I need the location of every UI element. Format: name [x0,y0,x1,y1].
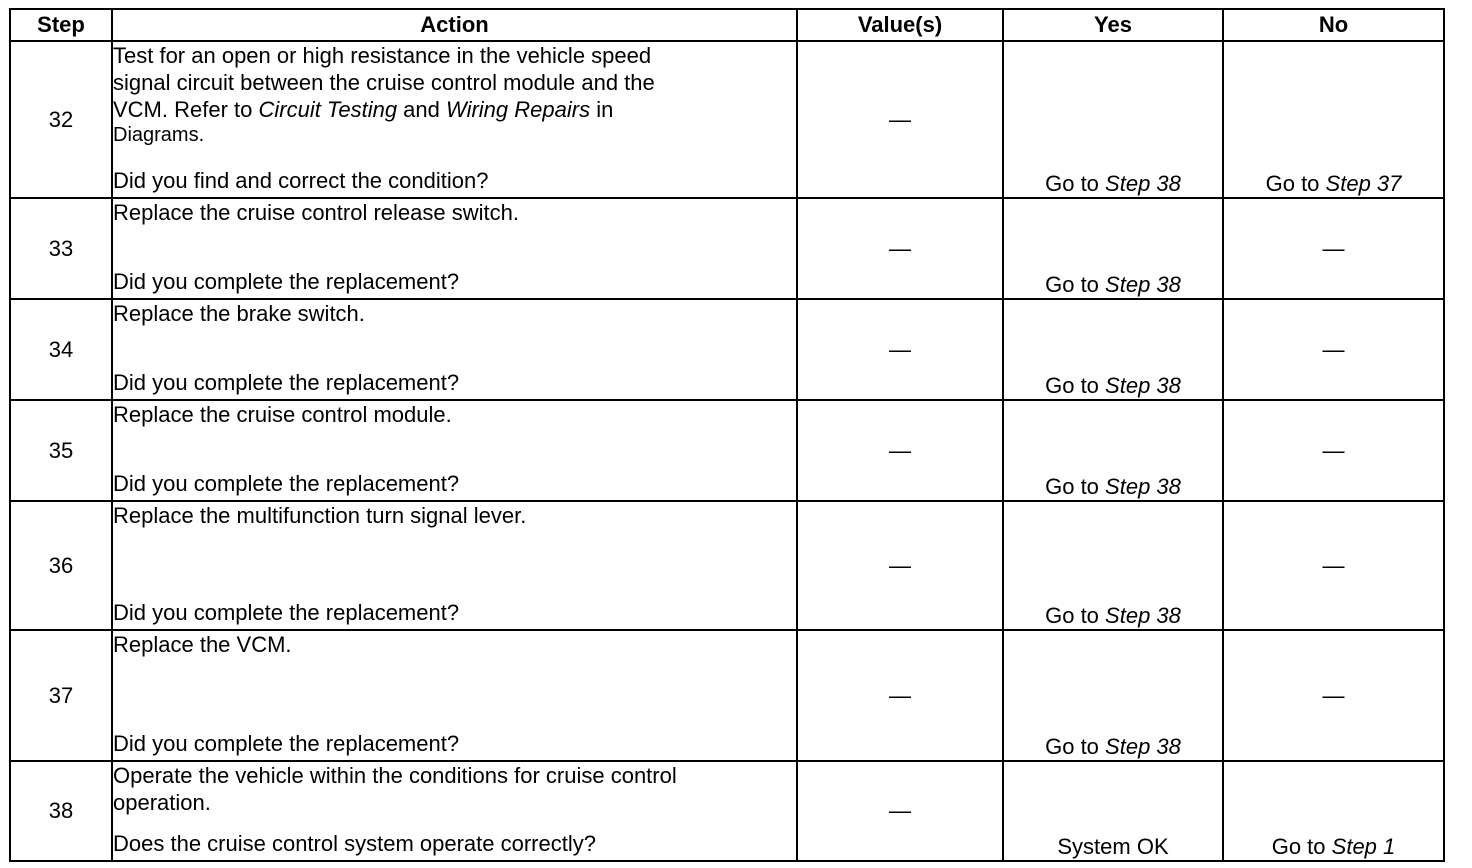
action-text: Replace the cruise control module. [113,402,452,427]
action-cell [112,400,797,501]
action-question: Did you complete the replacement? [113,370,460,395]
action-text: Test for an open or high resistance in the vehicle speed signal circuit between the cruise control module and the VCM. Refer to Circuit Testing and Wiring Repairs in Diagrams. [113,43,655,146]
value-cell: — [797,501,1003,630]
no-cell: — [1223,501,1444,630]
header-step: Step [10,9,112,41]
action-cell [112,41,797,198]
action-cell [112,501,797,630]
yes-cell: System OK [1003,761,1223,861]
step-number: 35 [10,400,112,501]
yes-cell: Go to Step 38 [1003,41,1223,198]
action-text: Replace the brake switch. [113,301,365,326]
action-cell [112,198,797,299]
action-text: Replace the cruise control release switch. [113,200,519,225]
header-row [10,9,1444,41]
value-cell: — [797,41,1003,198]
yes-cell: Go to Step 38 [1003,400,1223,501]
step-number: 34 [10,299,112,400]
no-cell: — [1223,400,1444,501]
table-row [10,761,1444,861]
header-action: Action [112,9,797,41]
no-cell: — [1223,198,1444,299]
table-row [10,299,1444,400]
action-cell [112,761,797,861]
step-number: 32 [10,41,112,198]
header-no: No [1223,9,1444,41]
yes-cell: Go to Step 38 [1003,299,1223,400]
action-cell [112,630,797,761]
value-cell: — [797,630,1003,761]
value-cell: — [797,400,1003,501]
step-number: 38 [10,761,112,861]
action-question: Did you complete the replacement? [113,600,460,625]
action-text: Replace the VCM. [113,632,292,657]
value-cell: — [797,761,1003,861]
action-question: Did you find and correct the condition? [113,168,489,193]
action-question: Did you complete the replacement? [113,471,460,496]
yes-cell: Go to Step 38 [1003,198,1223,299]
diagnostic-table [9,8,1445,862]
table-row [10,501,1444,630]
table-row [10,630,1444,761]
action-text: Replace the multifunction turn signal lever. [113,503,527,528]
action-question: Did you complete the replacement? [113,269,460,294]
no-cell: Go to Step 37 [1223,41,1444,198]
table-row [10,41,1444,198]
action-question: Did you complete the replacement? [113,731,460,756]
action-text: Operate the vehicle within the conditions for cruise control operation. [113,763,677,815]
yes-cell: Go to Step 38 [1003,501,1223,630]
value-cell: — [797,299,1003,400]
no-cell: Go to Step 1 [1223,761,1444,861]
action-cell [112,299,797,400]
table-row [10,400,1444,501]
yes-cell: Go to Step 38 [1003,630,1223,761]
step-number: 36 [10,501,112,630]
no-cell: — [1223,299,1444,400]
action-question: Does the cruise control system operate correctly? [113,831,596,856]
header-values: Value(s) [797,9,1003,41]
header-yes: Yes [1003,9,1223,41]
step-number: 37 [10,630,112,761]
table-row [10,198,1444,299]
value-cell: — [797,198,1003,299]
no-cell: — [1223,630,1444,761]
step-number: 33 [10,198,112,299]
